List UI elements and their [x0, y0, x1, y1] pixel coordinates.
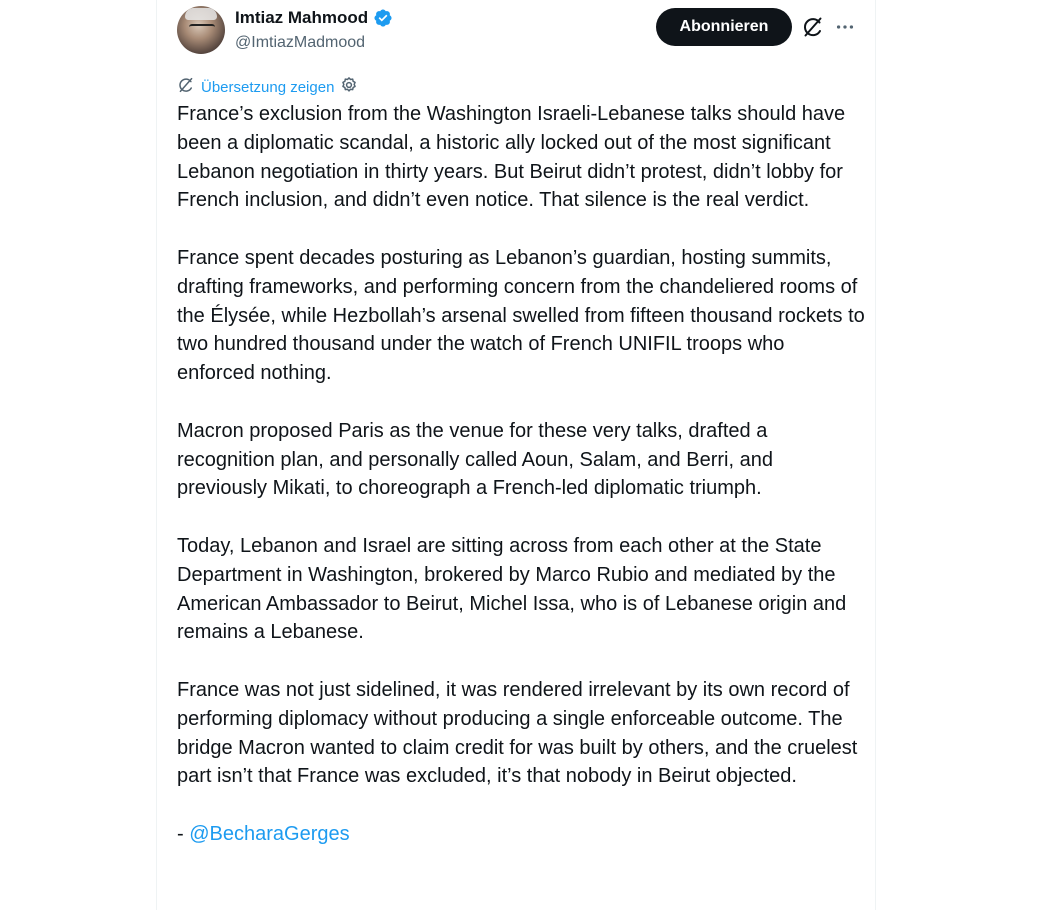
signature-prefix: - — [177, 822, 190, 845]
show-translation-link[interactable]: Übersetzung zeigen — [201, 79, 335, 96]
author-name[interactable]: Imtiaz Mahmood — [235, 8, 369, 27]
tweet-paragraph: France spent decades posturing as Lebanon’s guardian, hosting summits, drafting frameworks, and performing concern from the chandeliered rooms of the Élysée, while Hezbollah’s arsenal swelled from fifteen thousand rockets to two hundred thousand under the watch of French UNIFIL troops who enforced nothing. — [177, 246, 865, 385]
tweet-column — [156, 0, 876, 910]
avatar[interactable] — [177, 6, 225, 54]
avatar-glasses — [189, 24, 215, 30]
mention-link[interactable]: @BecharaGerges — [189, 822, 350, 845]
gear-icon[interactable] — [340, 76, 358, 99]
verified-badge-icon[interactable] — [373, 8, 393, 28]
tweet-paragraph: France was not just sidelined, it was rendered irrelevant by its own record of performing diplomacy without producing a single enforceable outcome. The bridge Macron wanted to claim credit for was built by others, and the cruelest part isn’t that France was excluded, it’s that nobody in Beirut objected. — [177, 678, 858, 788]
translate-icon — [177, 76, 195, 99]
grok-icon[interactable] — [801, 15, 825, 39]
translation-row — [177, 76, 358, 99]
tweet-paragraph: France’s exclusion from the Washington Israeli-Lebanese talks should have been a diplomatic scandal, a historic ally locked out of the most significant Lebanon negotiation in thirty years. But Beirut didn’t protest, didn’t lobby for French inclusion, and didn’t even notice. That silence is the real verdict. — [177, 103, 846, 212]
avatar-hair — [185, 8, 217, 20]
subscribe-button[interactable]: Abonnieren — [656, 8, 792, 46]
tweet-text — [177, 100, 867, 849]
tweet-paragraph: Today, Lebanon and Israel are sitting across from each other at the State Department in Washington, brokered by Marco Rubio and mediated by the American Ambassador to Beirut, Michel Issa, who is of Lebanese origin and remains a Lebanese. — [177, 534, 847, 644]
author-handle[interactable]: @ImtiazMadmood — [235, 34, 366, 51]
tweet-paragraph: Macron proposed Paris as the venue for these very talks, drafted a recognition plan, and personally called Aoun, Salam, and Berri, and previously Mikati, to choreograph a French-led diplomatic triumph. — [177, 419, 773, 500]
tweet-signature — [177, 820, 867, 849]
more-icon[interactable] — [833, 15, 857, 39]
author-name-row — [235, 8, 393, 28]
